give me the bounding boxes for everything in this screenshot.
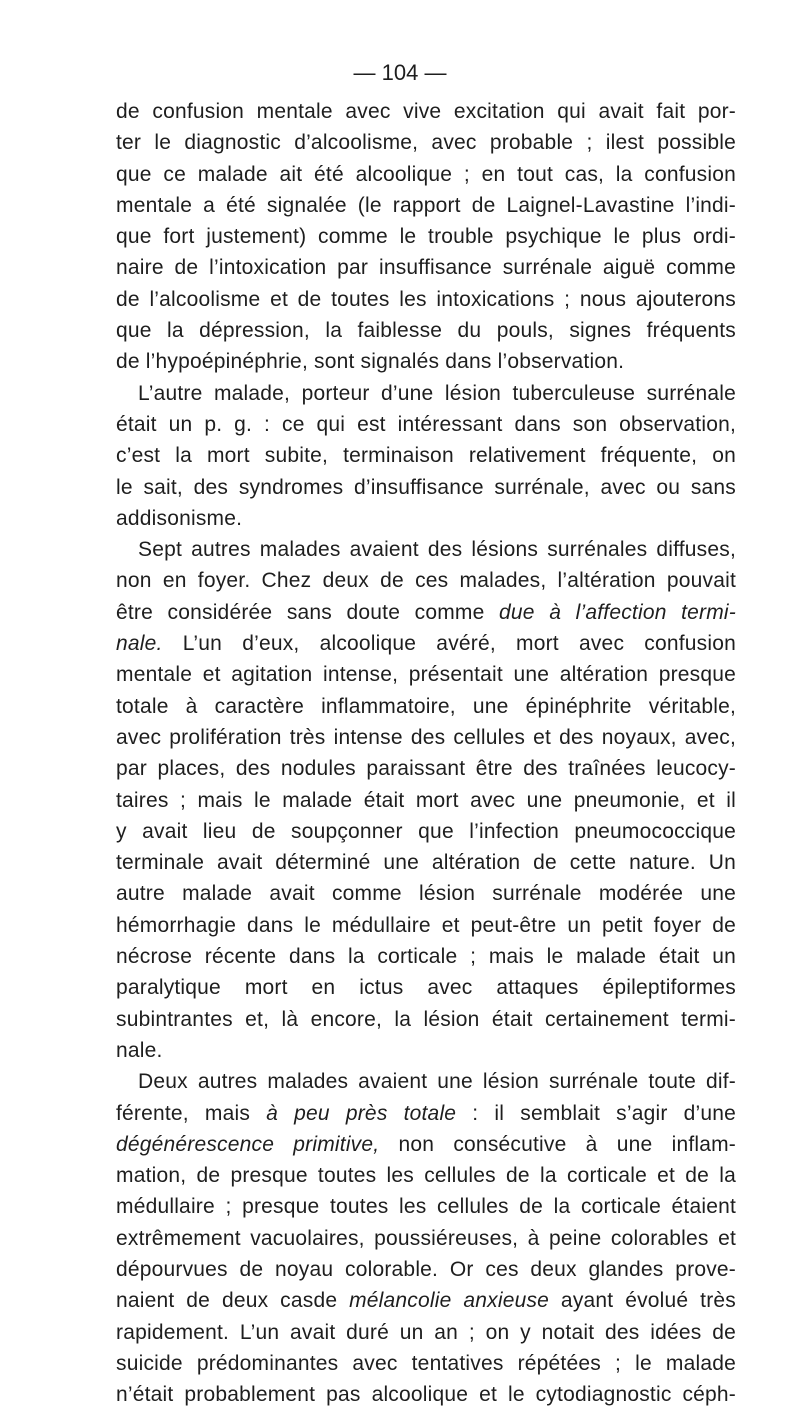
text-line: n’était probablement pas alcoolique et le cytodiagnostic céph- <box>116 1383 736 1407</box>
text-line <box>116 628 736 659</box>
italic-text: mélancolie anxieuse <box>349 1289 550 1313</box>
text-line: nécrose récente dans la corticale ; mais le malade était un <box>116 945 736 969</box>
text-line: mentale et agitation intense, présentait une altération presque <box>116 663 736 687</box>
page-number: — 104 — <box>353 60 447 85</box>
text-segment: : il semblait s’agir d’une <box>456 1101 736 1125</box>
text-line: hémorrhagie dans le médullaire et peut-être un petit foyer de <box>116 913 736 937</box>
text-line: extrêmement vacuolaires, poussiéreuses, à peine colorables et <box>116 1226 736 1250</box>
text-line: c’est la mort subite, terminaison relativement fréquente, on <box>116 444 736 468</box>
text-line <box>116 1098 736 1129</box>
italic-text: due à l’affection termi- <box>499 600 736 624</box>
text-line: Sept autres malades avaient des lésions surrénales diffuses, <box>138 538 736 562</box>
text-line: terminale avait déterminé une altération de cette nature. Un <box>116 851 736 875</box>
text-line: le sait, des syndromes d’insuffisance surrénale, avec ou sans <box>116 475 736 499</box>
text-line: Deux autres malades avaient une lésion surrénale toute dif- <box>138 1070 736 1094</box>
text-line: que la dépression, la faiblesse du pouls, signes fréquents <box>116 319 736 343</box>
text-line: addisonisme. <box>116 506 243 530</box>
text-line: naire de l’intoxication par insuffisance surrénale aiguë comme <box>116 256 736 280</box>
text-line <box>116 597 736 628</box>
text-line <box>116 1129 736 1160</box>
text-line: de confusion mentale avec vive excitation qui avait fait por- <box>116 100 736 123</box>
text-line: taires ; mais le malade était mort avec une pneumonie, et il <box>116 788 736 812</box>
text-line: avec prolifération très intense des cellules et des noyaux, avec, <box>116 725 736 749</box>
text-line: mentale a été signalée (le rapport de Laignel-Lavastine l’indi- <box>116 193 736 217</box>
italic-text: à peu près totale <box>266 1101 457 1125</box>
text-line: non en foyer. Chez deux de ces malades, l’altération pouvait <box>116 569 736 593</box>
text-line: suicide prédominantes avec tentatives répétées ; le malade <box>116 1351 736 1375</box>
text-line: par places, des nodules paraissant être des traînées leucocy- <box>116 757 736 781</box>
text-line: L’autre malade, porteur d’une lésion tuberculeuse surrénale <box>138 381 736 405</box>
italic-text: dégénérescence primitive, <box>116 1132 380 1156</box>
text-line: de l’hypoépinéphrie, sont signalés dans l’observation. <box>116 350 625 374</box>
text-line: rapidement. L’un avait duré un an ; on y notait des idées de <box>116 1320 736 1344</box>
text-line: paralytique mort en ictus avec attaques épileptiformes <box>116 976 736 1000</box>
text-line: y avait lieu de soupçonner que l’infection pneumococcique <box>116 819 736 843</box>
text-line <box>116 1285 736 1316</box>
text-line: dépourvues de noyau colorable. Or ces deux glandes prove- <box>116 1257 736 1281</box>
text-line: médullaire ; presque toutes les cellules de la corticale étaient <box>116 1195 736 1219</box>
text-line: nale. <box>116 1038 163 1062</box>
text-line: de l’alcoolisme et de toutes les intoxications ; nous ajouterons <box>116 287 736 311</box>
text-segment: L’un d’eux, alcoolique avéré, mort avec confusion <box>162 632 736 656</box>
text-segment: naient de deux casde <box>116 1289 350 1313</box>
text-segment: ayant évolué très <box>549 1289 736 1313</box>
text-line: subintrantes et, là encore, la lésion était certainement termi- <box>116 1007 736 1031</box>
text-line: que fort justement) comme le trouble psychique le plus ordi- <box>116 225 736 249</box>
text-segment: non consécutive à une inflam- <box>379 1132 736 1156</box>
text-line: que ce malade ait été alcoolique ; en tout cas, la confusion <box>116 162 736 186</box>
text-line: totale à caractère inflammatoire, une épinéphrite véritable, <box>116 694 736 718</box>
text-segment: être considérée sans doute comme <box>116 600 500 624</box>
body-text <box>116 96 736 1410</box>
text-line: était un p. g. : ce qui est intéressant dans son observation, <box>116 412 736 436</box>
text-segment: férente, mais <box>116 1101 267 1125</box>
text-line: autre malade avait comme lésion surrénale modérée une <box>116 882 736 906</box>
text-line: mation, de presque toutes les cellules de la corticale et de la <box>116 1164 736 1188</box>
text-line: ter le diagnostic d’alcoolisme, avec probable ; ilest possible <box>116 131 736 155</box>
italic-text: nale. <box>116 632 163 656</box>
